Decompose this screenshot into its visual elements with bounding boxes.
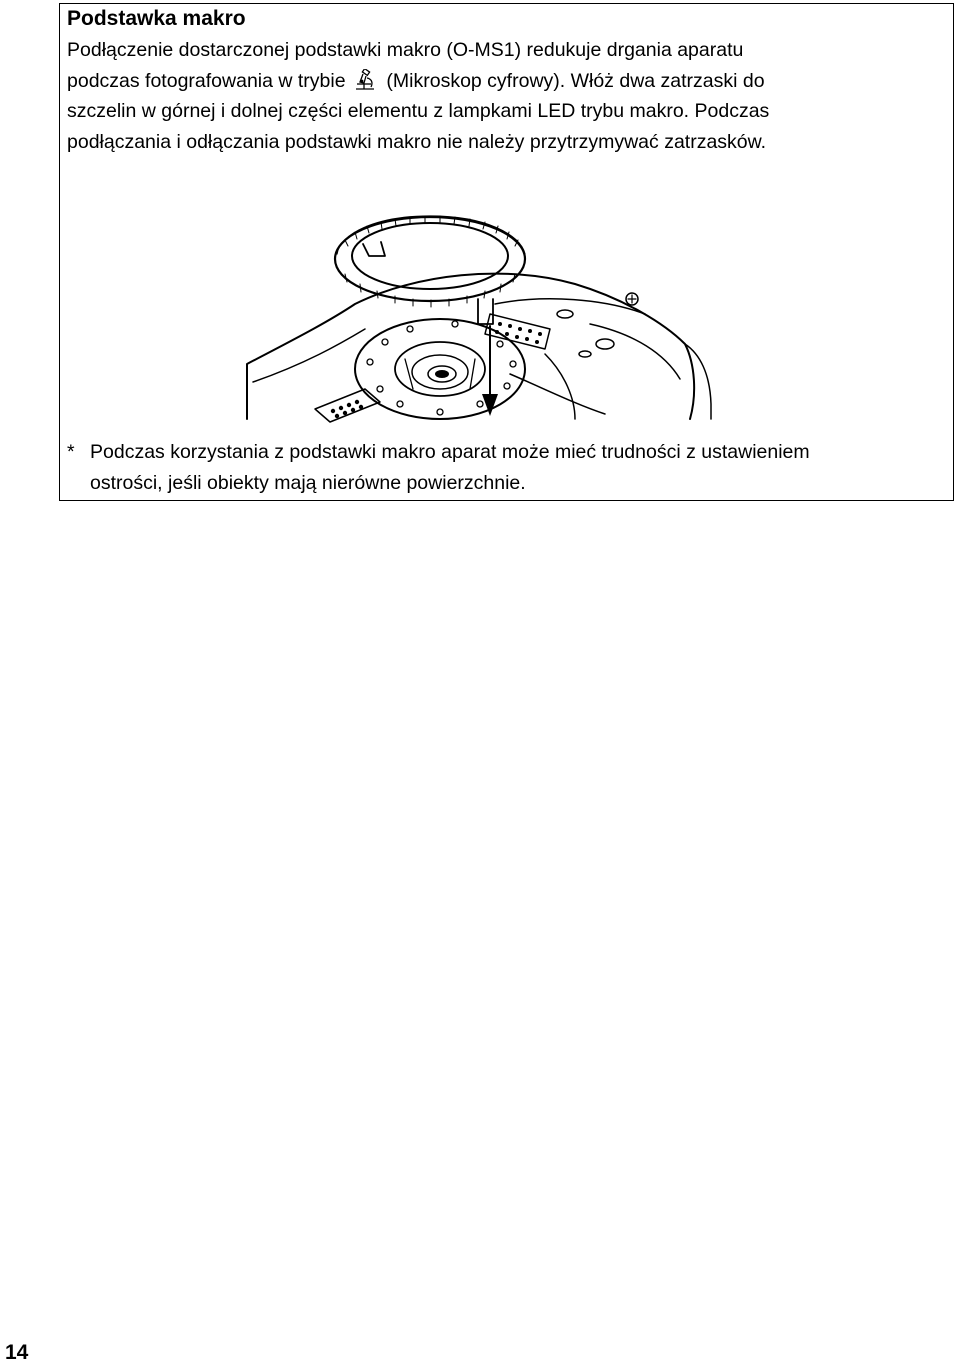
paragraph-line-2 [67,66,947,97]
section-paragraph [67,35,947,157]
paragraph-line-2-end: (Mikroskop cyfrowy). Włóż dwa zatrzaski do [381,69,765,92]
section-title: Podstawka makro [67,7,246,30]
camera-macro-stand-illustration [245,204,725,439]
footnote-marker: * [67,441,75,463]
paragraph-line-3: szczelin w górnej i dolnej części elementu z lampkami LED trybu makro. Podczas [67,100,770,122]
footnote-text [90,437,810,498]
footnote-line-1: Podczas korzystania z podstawki makro aparat może mieć trudności z ustawieniem [90,441,810,463]
microscope-icon [351,69,381,91]
paragraph-line-1: Podłączenie dostarczonej podstawki makro (O-MS1) redukuje drgania aparatu [67,39,744,61]
page-number: 14 [5,1341,29,1364]
macro-stand-section [59,3,954,501]
paragraph-line-4: podłączania i odłączania podstawki makro nie należy przytrzymywać zatrzasków. [67,130,767,153]
paragraph-line-2-start: podczas fotografowania w trybie [67,69,351,92]
footnote [67,437,810,498]
footnote-line-2: ostrości, jeśli obiekty mają nierówne powierzchnie. [90,471,526,494]
